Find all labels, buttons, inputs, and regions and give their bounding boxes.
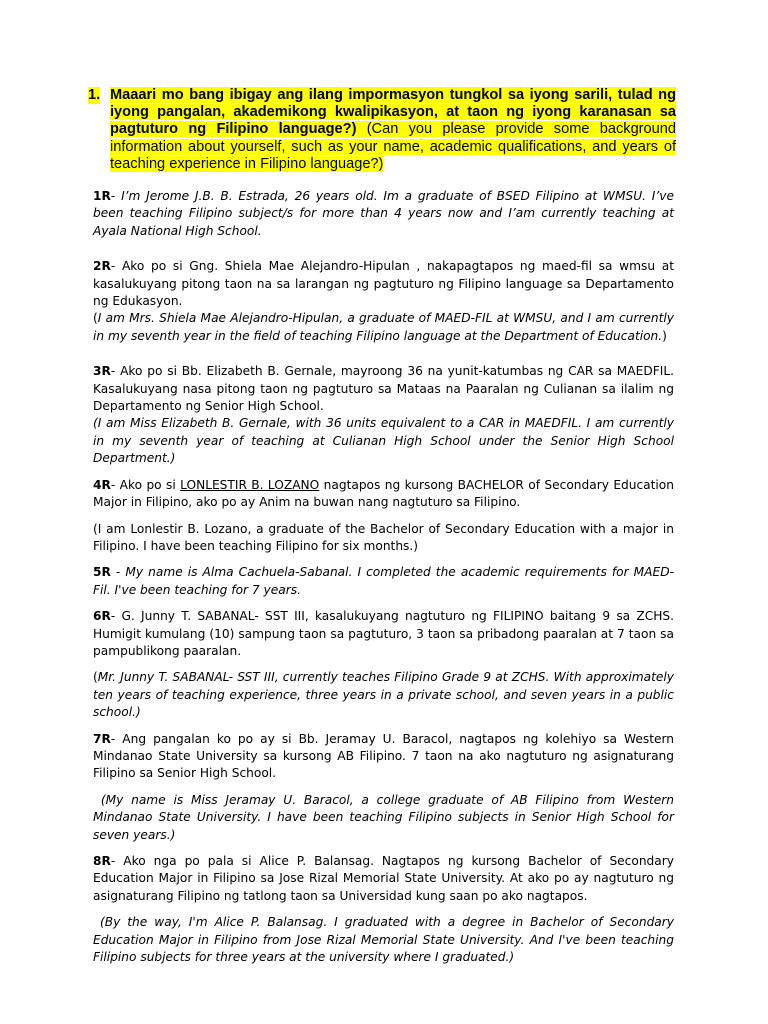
response-id: 1R (93, 189, 111, 203)
response-separator: - (110, 364, 121, 379)
response-text: I’m Jerome J.B. B. Estrada, 26 years old. Im a graduate of BSED Filipino at WMSU. I’ve been teaching Filipino subject/s for more than 4 years now and I’am currently teaching at Ayala National High School. (93, 189, 674, 238)
question-1 (88, 87, 676, 173)
question-text (110, 87, 676, 173)
response-id: 3R (93, 364, 111, 379)
translation-text: Mr. Junny T. SABANAL- SST III, currently teaches Filipino Grade 9 at ZCHS. With approximately ten years of teaching experience, three years in a private school, and seven years in a public school.) (93, 670, 674, 720)
response-7r-translation: (My name is Miss Jeramay U. Baracol, a college graduate of AB Filipino from Western Mindanao State University. I have been teaching Filipino subjects in Senior High School for seven years.) (93, 792, 678, 842)
response-separator: - (110, 565, 126, 580)
response-7r (93, 731, 674, 783)
response-separator: - (110, 731, 123, 746)
response-1r (93, 188, 674, 240)
response-id: 6R (93, 609, 111, 624)
response-2r-translation (93, 310, 674, 345)
question-english: (Can you please provide some background information about yourself, such as your name, academic qualifications, and years of teaching experience in Filipino language?) (110, 121, 677, 172)
response-separator: - (110, 854, 124, 868)
response-text: Ako po si Bb. Elizabeth B. Gernale, mayroong 36 na yunit-katumbas ng CAR sa MAEDFIL. Kasalukuyang nasa pitong taon ng pagtuturo sa Mataas na Paaralan ng Culianan sa ilalim ng Departamento ng Senior High School. (93, 364, 674, 414)
responses (93, 188, 678, 966)
response-3r (93, 363, 674, 415)
response-text: My name is Alma Cachuela-Sabanal. I completed the academic requirements for MAED-Fil. I've been teaching for 7 years. (93, 565, 674, 597)
response-text-before: Ako po si (119, 477, 181, 492)
response-id: 7R (93, 731, 111, 746)
response-separator: - (110, 189, 122, 203)
response-4r (93, 477, 674, 512)
response-id: 4R (93, 477, 111, 492)
response-text: G. Junny T. SABANAL- SST III, kasalukuyang nagtuturo ng FILIPINO baitang 9 sa ZCHS. Humigit kumulang (10) sampung taon sa pagtuturo, 3 taon sa pribadong paaralan at 7 taon sa pampublikong paaralan. (93, 609, 675, 658)
response-text-after: nagtapos ng kursong BACHELOR of Secondary Education Major in Filipino, ako po ay Anim na buwan nang nagtuturo sa Filipino. (93, 477, 674, 510)
response-id: 2R (93, 259, 111, 274)
response-4r-translation: (I am Lonlestir B. Lozano, a graduate of the Bachelor of Secondary Education with a major in Filipino. I have been teaching Filipino for six months.) (93, 521, 674, 553)
response-separator: - (110, 477, 120, 492)
response-name-underlined: LONLESTIR B. LOZANO (180, 477, 320, 492)
response-6r-translation (93, 669, 674, 721)
response-5r (93, 564, 674, 599)
response-text: Ako nga po pala si Alice P. Balansag. Nagtapos ng kursong Bachelor of Secondary Education Major in Filipino sa Jose Rizal Memorial State University. At ako po ay nagtuturo ng asignaturang Filipino ng tatlong taon sa Universidad kung saan po ako nagtapos. (93, 854, 674, 903)
response-separator: - (110, 259, 122, 274)
response-id: 5R (93, 565, 111, 580)
question-number: 1. (88, 87, 101, 103)
translation-close: ) (662, 328, 667, 343)
response-2r (93, 258, 674, 310)
response-text: Ako po si Gng. Shiela Mae Alejandro-Hipulan , nakapagtapos ng maed-fil sa wmsu at kasalukuyang pitong taon na sa larangan ng pagtuturo ng Filipino language sa Departamento ng Edukasyon. (93, 259, 674, 309)
response-separator: - (110, 609, 122, 624)
response-6r (93, 608, 674, 660)
translation-open: ( (93, 670, 98, 685)
response-3r-translation: (I am Miss Elizabeth B. Gernale, with 36 units equivalent to a CAR in MAEDFIL. I am currently in my seventh year of teaching at Culianan High School under the Senior High School Department.) (93, 416, 674, 466)
response-text: Ang pangalan ko po ay si Bb. Jeramay U. Baracol, nagtapos ng kolehiyo sa Western Mindanao State University sa kursong AB Filipino. 7 taon na ako nagtuturo ng asignaturang Filipino sa Senior High School. (93, 731, 674, 781)
question-tagalog: Maaari mo bang ibigay ang ilang impormasyon tungkol sa iyong sarili, tulad ng iyong pangalan, akademikong kwalipikasyon, at taon ng iyong karanasan sa pagtuturo ng Filipino language?) (110, 87, 676, 138)
translation-open: ( (93, 311, 98, 326)
translation-text: I am Mrs. Shiela Mae Alejandro-Hipulan, a graduate of MAED-FIL at WMSU, and I am currently in my seventh year in the field of teaching Filipino language at the Department of Education. (93, 311, 674, 343)
response-8r (93, 853, 674, 905)
response-8r-translation: (By the way, I'm Alice P. Balansag. I graduated with a degree in Bachelor of Secondary Education Major in Filipino from Jose Rizal Memorial State University. And I've been teaching Filipino subjects for three years at the university where I graduated.) (93, 915, 678, 965)
response-id: 8R (93, 854, 111, 868)
